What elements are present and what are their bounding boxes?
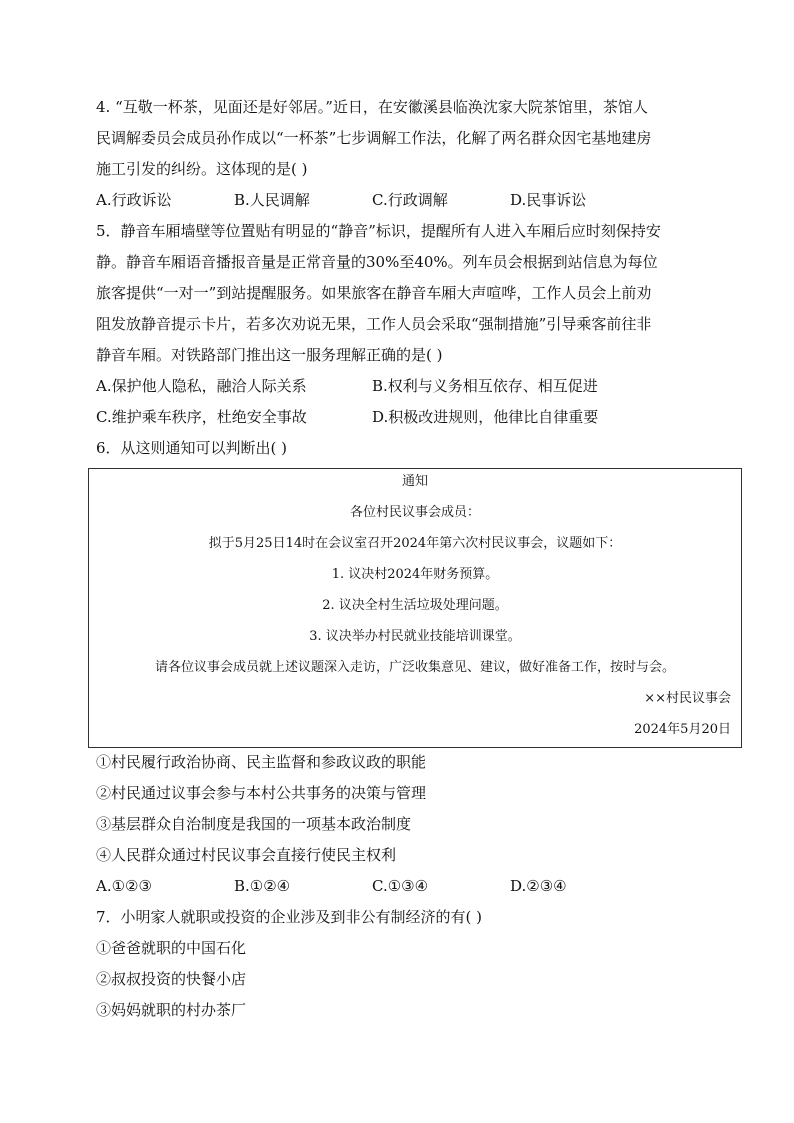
q5-option-d: D.积极改进规则，他律比自律重要 xyxy=(372,408,599,426)
q4-option-b: B.人民调解 xyxy=(234,191,310,209)
notice-title: 通知 xyxy=(401,474,428,489)
q7-statement-1: ①爸爸就职的中国石化 xyxy=(96,939,247,957)
q5-option-b: B.权利与义务相互依存、相互促进 xyxy=(372,377,598,395)
notice-date: 2024年5月20日 xyxy=(634,722,731,737)
q4-stem-line-1: 4. “互敬一杯茶，见面还是好邻居。”近日，在安徽溪县临涣沈家大院茶馆里，茶馆人 xyxy=(96,98,648,116)
q5-option-a: A.保护他人隐私，融洽人际关系 xyxy=(96,377,307,395)
notice-signature: ××村民议事会 xyxy=(644,691,731,706)
q6-statement-1: ①村民履行政治协商、民主监督和参政议政的职能 xyxy=(96,753,427,771)
q7-statement-2: ②叔叔投资的快餐小店 xyxy=(96,970,247,988)
q5-option-c: C.维护乘车秩序，杜绝安全事故 xyxy=(96,408,307,426)
q4-stem-line-2: 民调解委员会成员孙作成以“一杯茶”七步调解工作法，化解了两名群众因宅基地建房 xyxy=(96,129,652,147)
q6-option-b: B.①②④ xyxy=(234,877,291,895)
q7-statement-3: ③妈妈就职的村办茶厂 xyxy=(96,1001,247,1019)
q6-option-a: A.①②③ xyxy=(96,877,152,895)
notice-salutation: 各位村民议事会成员： xyxy=(349,505,480,520)
q6-option-d: D.②③④ xyxy=(510,877,567,895)
q5-stem-line-3: 旅客提供“一对一”到站提醒服务。如果旅客在静音车厢大声喧哗，工作人员会上前劝 xyxy=(96,284,652,302)
q5-stem-line-5: 静音车厢。对铁路部门推出这一服务理解正确的是( ) xyxy=(96,346,443,364)
notice-item-1: 1. 议决村2024年财务预算。 xyxy=(331,567,499,582)
q5-stem-line-1: 5．静音车厢墙壁等位置贴有明显的“静音”标识，提醒所有人进入车厢后应时刻保持安 xyxy=(96,222,661,240)
q6-statement-2: ②村民通过议事会参与本村公共事务的决策与管理 xyxy=(96,784,427,802)
q4-option-d: D.民事诉讼 xyxy=(510,191,587,209)
q4-stem-line-3: 施工引发的纠纷。这体现的是( ) xyxy=(96,160,308,178)
q4-option-c: C.行政调解 xyxy=(372,191,448,209)
q6-statement-3: ③基层群众自治制度是我国的一项基本政治制度 xyxy=(96,815,412,833)
notice-intro: 拟于5月25日14时在会议室召开2024年第六次村民议事会，议题如下： xyxy=(208,536,622,551)
notice-request: 请各位议事会成员就上述议题深入走访，广泛收集意见、建议，做好准备工作，按时与会。 xyxy=(154,660,675,675)
notice-item-2: 2. 议决全村生活垃圾处理问题。 xyxy=(322,598,508,613)
q7-stem: 7．小明家人就职或投资的企业涉及到非公有制经济的有( ) xyxy=(96,908,483,926)
notice-item-3: 3. 议决举办村民就业技能培训课堂。 xyxy=(309,629,521,644)
q6-stem: 6．从这则通知可以判断出( ) xyxy=(96,439,288,457)
q5-stem-line-4: 阻发放静音提示卡片，若多次劝说无果，工作人员会采取“强制措施”引导乘客前往非 xyxy=(96,315,652,333)
q6-option-c: C.①③④ xyxy=(372,877,429,895)
notice-box xyxy=(88,468,742,748)
q6-statement-4: ④人民群众通过村民议事会直接行使民主权利 xyxy=(96,846,397,864)
q4-option-a: A.行政诉讼 xyxy=(96,191,172,209)
q5-stem-line-2: 静。静音车厢语音播报音量是正常音量的30%至40%。列车员会根据到站信息为每位 xyxy=(96,253,658,271)
